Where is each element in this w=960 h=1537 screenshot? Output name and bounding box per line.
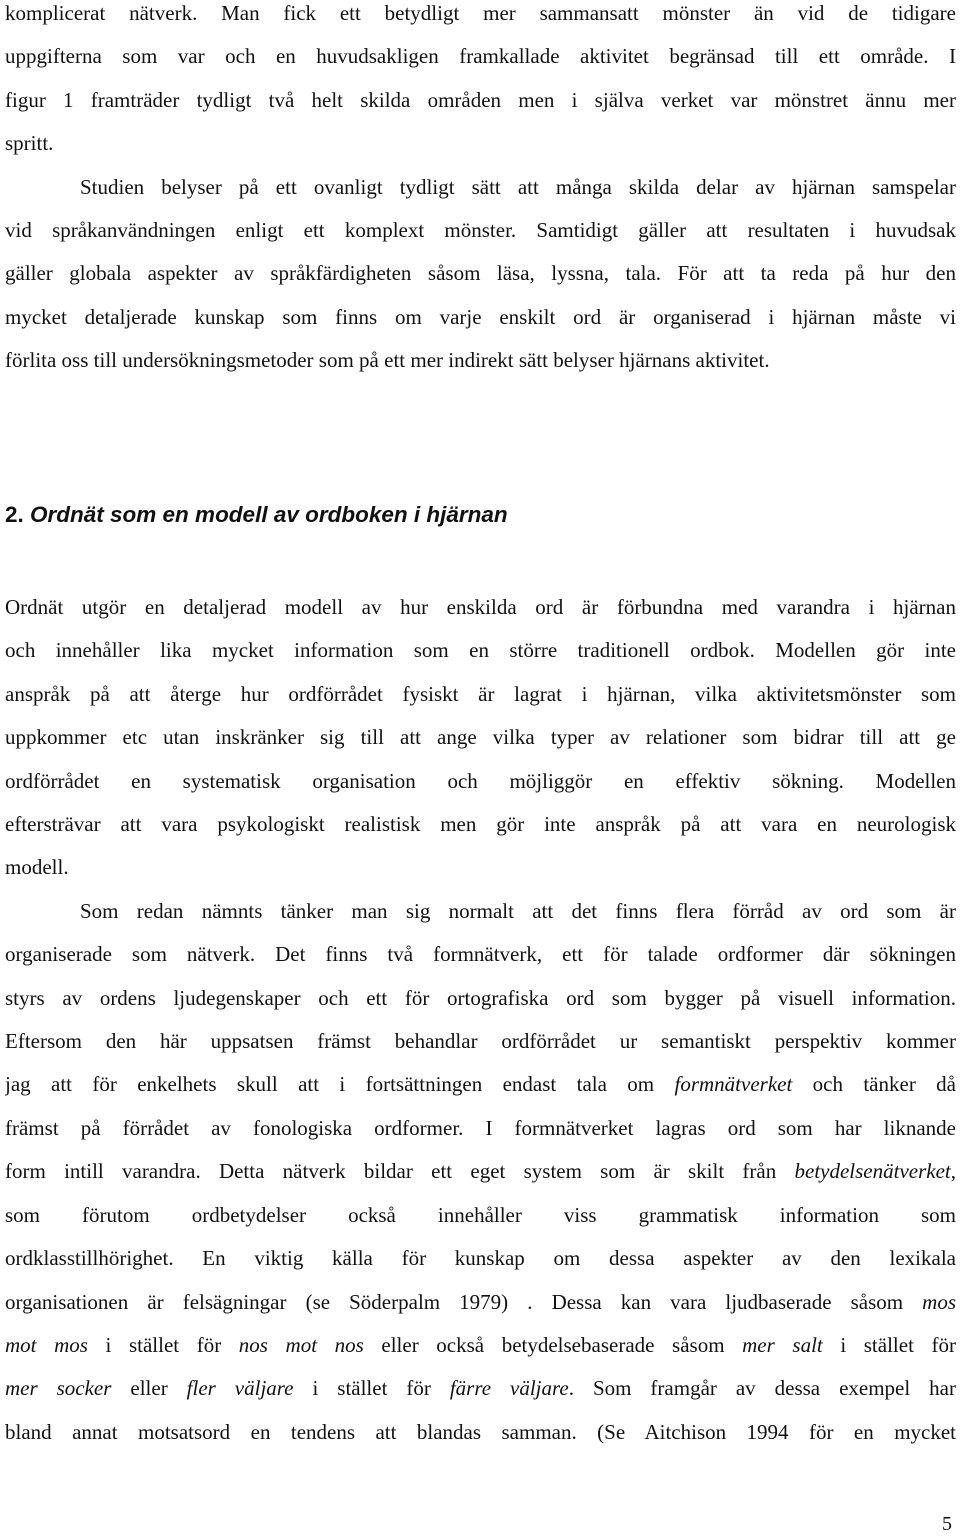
italic-term: mer salt <box>742 1332 823 1357</box>
text-line <box>5 1150 956 1193</box>
text-line: och innehåller lika mycket information som en större traditionell ordbok. Modellen gör inte <box>5 638 956 663</box>
text-run: eller också betydelsebaserade såsom <box>363 1332 743 1357</box>
paragraph <box>5 166 956 383</box>
text-line <box>5 1063 956 1106</box>
italic-term: mot mos <box>5 1332 88 1357</box>
text-run: i stället för <box>87 1332 239 1357</box>
italic-term: mos <box>922 1289 956 1314</box>
text-line: främst på förrådet av fonologiska ordformer. I formnätverket lagras ord som har liknande <box>5 1115 956 1140</box>
text-line: uppgifterna som var och en huvudsakligen framkallade aktivitet begränsad till ett område. I <box>5 44 956 69</box>
paragraph <box>5 586 956 890</box>
text-line: Ordnät utgör en detaljerad modell av hur enskilda ord är förbundna med varandra i hjärnan <box>5 595 956 619</box>
italic-term: fler väljare <box>186 1376 294 1401</box>
text-run: eller <box>111 1376 187 1401</box>
text-line: ordförrådet en systematisk organisation och möjliggör en effektiv sökning. Modellen <box>5 768 956 793</box>
text-line: Eftersom den här uppsatsen främst behandlar ordförrådet ur semantiskt perspektiv kommer <box>5 1029 956 1054</box>
italic-term: mer socker <box>5 1376 112 1401</box>
text-run: i stället för <box>293 1376 450 1401</box>
section-heading <box>5 495 508 535</box>
section-title: Ordnät som en modell av ordboken i hjärnan <box>30 502 508 527</box>
paragraph <box>5 0 956 166</box>
text-line: eftersträvar att vara psykologiskt realistisk men gör inte anspråk på att vara en neurologisk <box>5 812 956 837</box>
text-line: gäller globala aspekter av språkfärdigheten såsom läsa, lyssna, tala. För att ta reda på hur den <box>5 261 956 286</box>
italic-term: nos mot nos <box>238 1332 364 1357</box>
text-run: . Som framgår av dessa exempel har <box>568 1376 956 1401</box>
text-line: modell. <box>5 855 69 880</box>
text-line: anspråk på att återge hur ordförrådet fysiskt är lagrat i hjärnan, vilka aktivitetsmönster som <box>5 681 956 706</box>
text-line: bland annat motsatsord en tendens att blandas samman. (Se Aitchison 1994 för en mycket <box>5 1419 956 1444</box>
italic-term: betydelsenätverket <box>794 1159 951 1184</box>
text-line: ordklasstillhörighet. En viktig källa för kunskap om dessa aspekter av den lexikala <box>5 1246 956 1271</box>
text-line <box>5 1324 956 1367</box>
text-line: figur 1 framträder tydligt två helt skilda områden men i själva verket var mönstret ännu mer <box>5 87 956 112</box>
paragraph <box>5 890 956 1454</box>
text-line: förlita oss till undersökningsmetoder som på ett mer indirekt sätt belyser hjärnans aktivitet. <box>5 348 770 373</box>
text-line <box>5 1367 956 1410</box>
text-line: Studien belyser på ett ovanligt tydligt sätt att många skilda delar av hjärnan samspelar <box>80 174 956 199</box>
text-line: komplicerat nätverk. Man fick ett betydligt mer sammansatt mönster än vid de tidigare <box>5 1 956 25</box>
text-line: organiserade som nätverk. Det finns två formnätverk, ett för talade ordformer där sökningen <box>5 942 956 967</box>
text-run: organisationen är felsägningar (se Söderpalm 1979) . Dessa kan vara ljudbaserade såsom <box>5 1289 923 1314</box>
body-text-top <box>5 0 956 383</box>
text-run: i stället för <box>822 1332 956 1357</box>
body-text-section-2 <box>5 586 956 1454</box>
italic-term: färre väljare <box>449 1376 569 1401</box>
italic-term: formnätverket <box>674 1072 793 1097</box>
text-run: och tänker då <box>792 1072 956 1097</box>
section-number: 2. <box>5 502 24 527</box>
text-line: uppkommer etc utan inskränker sig till att ange vilka typer av relationer som bidrar till att ge <box>5 725 956 750</box>
text-line <box>5 1281 956 1324</box>
text-line: som förutom ordbetydelser också innehåller viss grammatisk information som <box>5 1202 956 1227</box>
text-run: , <box>950 1159 956 1184</box>
text-line: vid språkanvändningen enligt ett komplext mönster. Samtidigt gäller att resultaten i huvudsak <box>5 218 956 243</box>
text-line: styrs av ordens ljudegenskaper och ett för ortografiska ord som bygger på visuell information. <box>5 985 956 1010</box>
text-run: form intill varandra. Detta nätverk bildar ett eget system som är skilt från <box>5 1159 795 1184</box>
text-run: jag att för enkelhets skull att i fortsättningen endast tala om <box>5 1072 675 1097</box>
page-number: 5 <box>942 1513 952 1535</box>
text-line: mycket detaljerade kunskap som finns om varje enskilt ord är organiserad i hjärnan måste vi <box>5 304 956 329</box>
text-line: Som redan nämnts tänker man sig normalt att det finns flera förråd av ord som är <box>80 898 956 923</box>
text-line: spritt. <box>5 131 54 156</box>
